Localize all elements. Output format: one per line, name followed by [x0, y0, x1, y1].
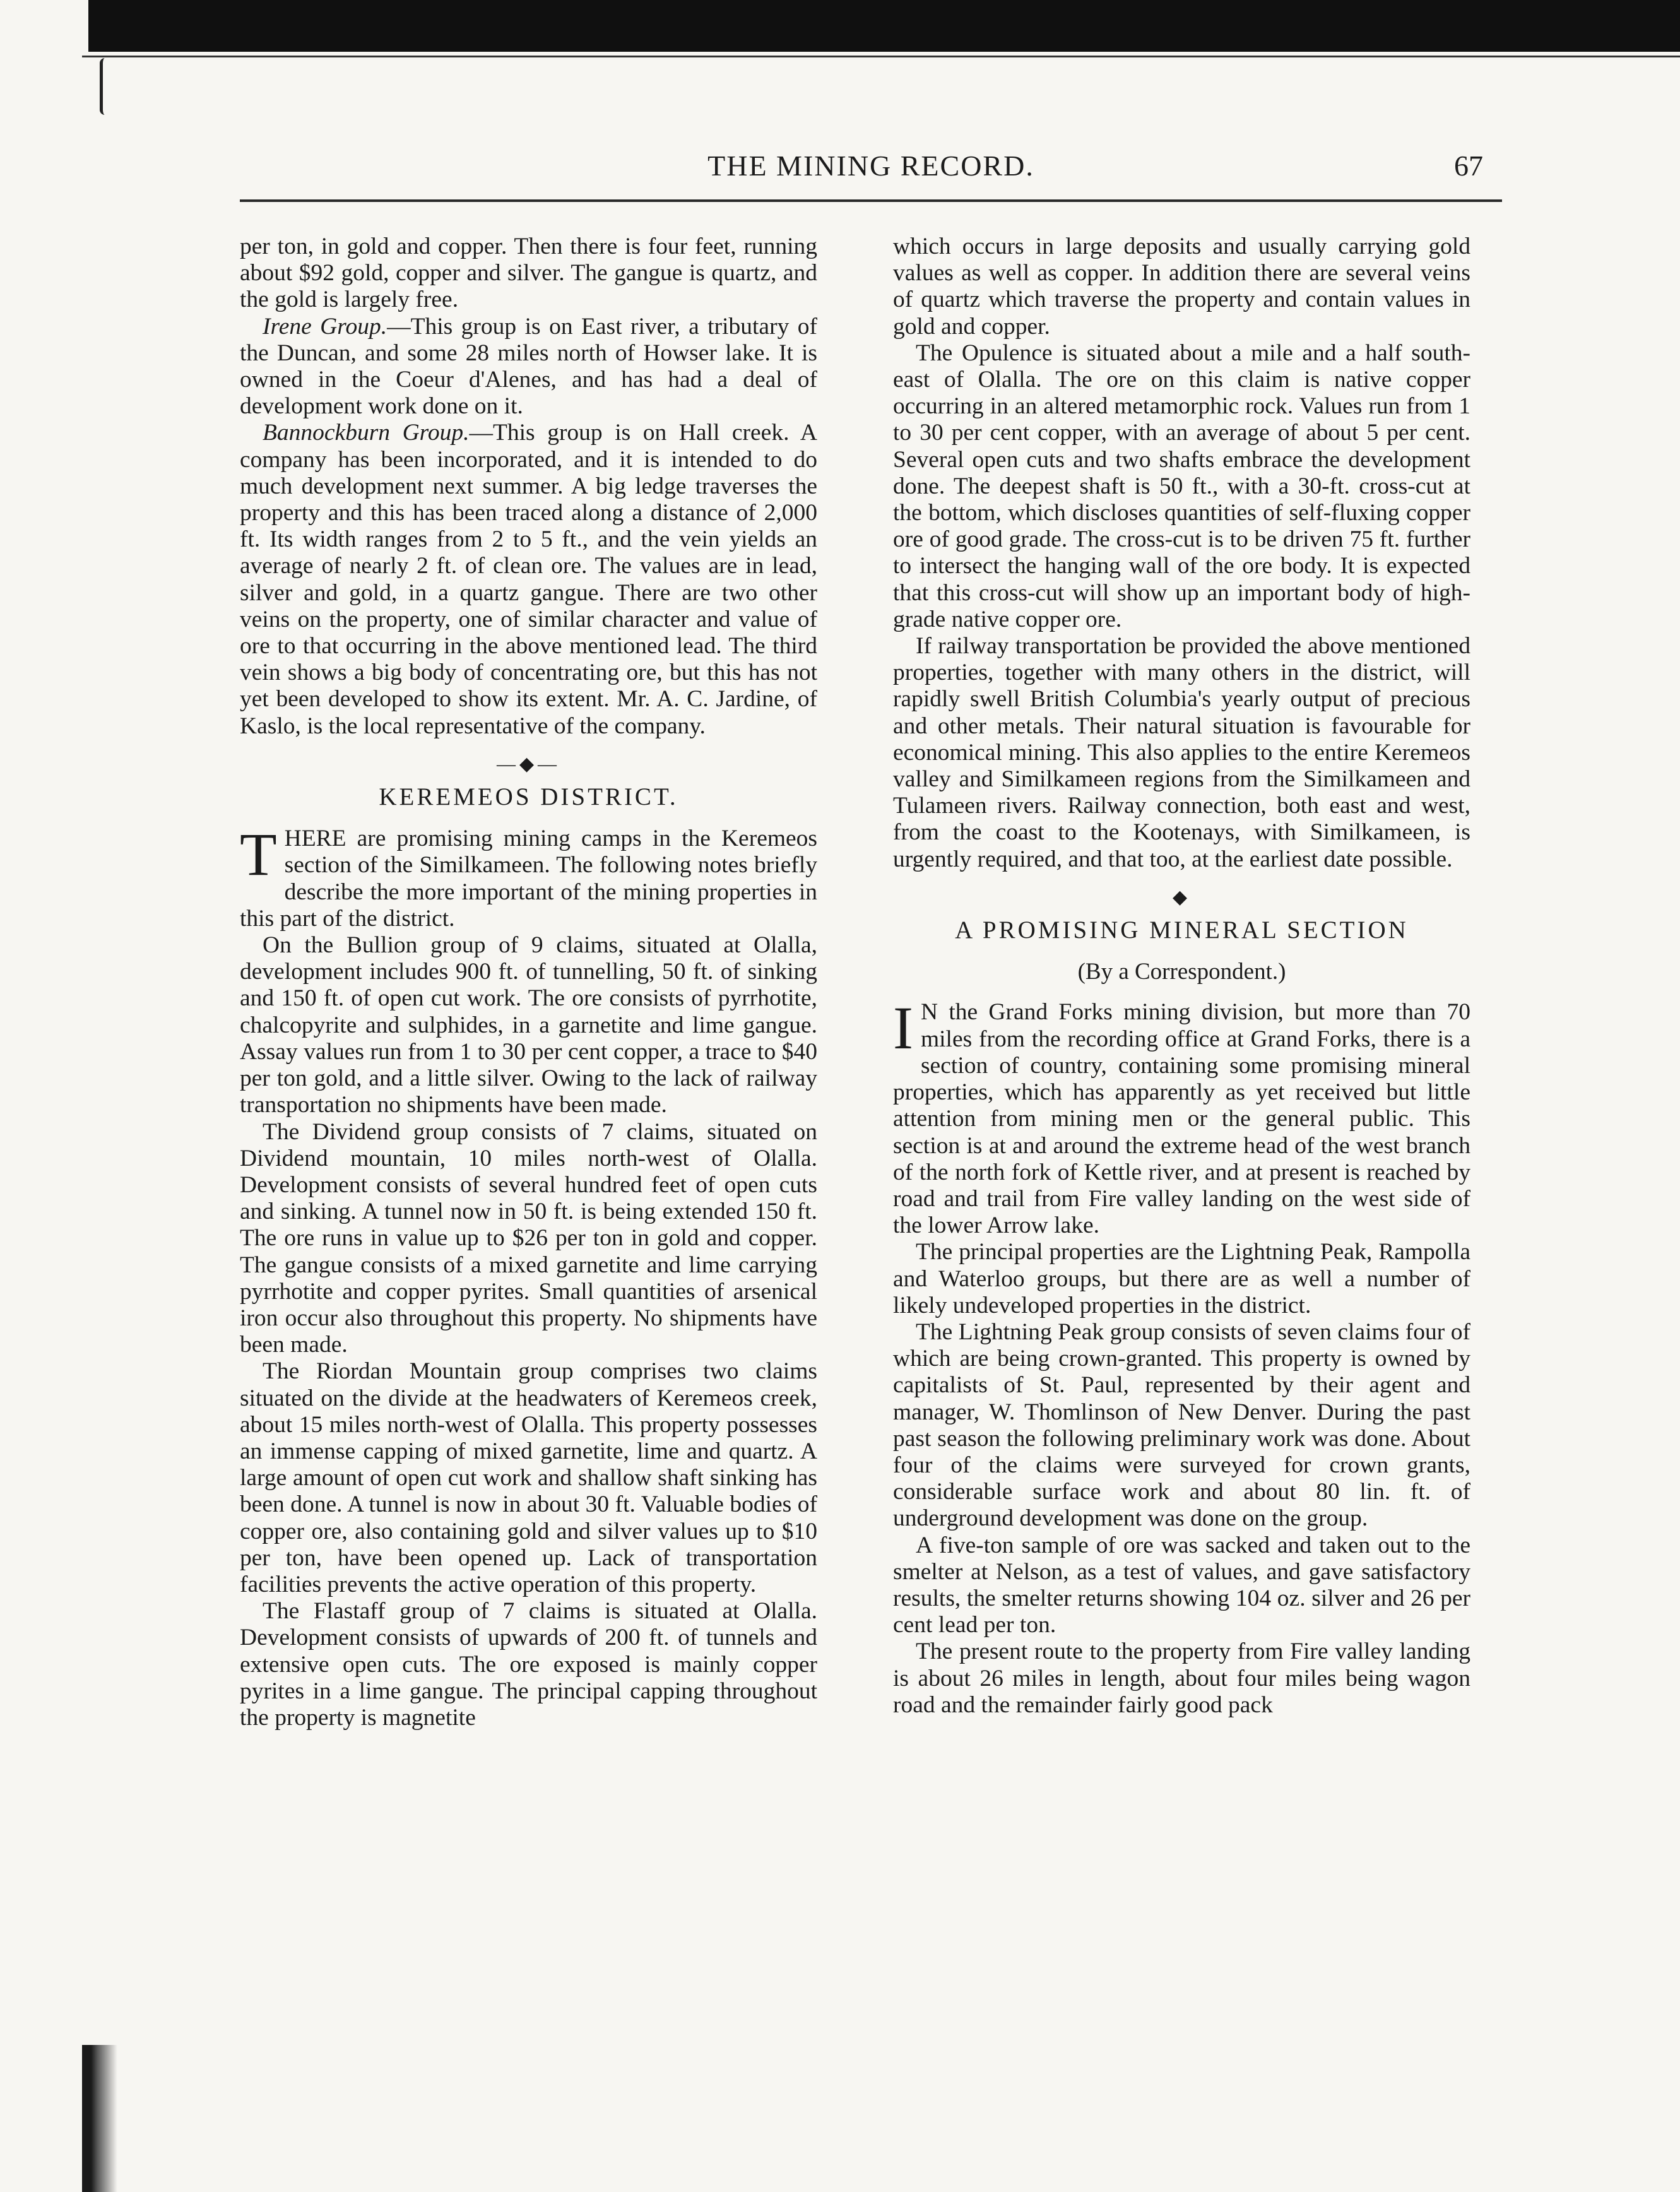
- paragraph-intro: [893, 994, 1470, 1239]
- paragraph: The Riordan Mountain group comprises two claims situated on the divide at the headwaters of Keremeos creek, about 15 miles north-west of Olalla. This property possesses an immense capping of mixed garnetite, lime and quartz. A large amount of open cut work and shallow shaft sinking has been done. A tunnel is now in about 30 ft. Valuable bodies of copper ore, also containing gold and silver values up to $10 per ton, have been opened up. Lack of transportation facilities prevents the active operation of this property.: [240, 1358, 817, 1597]
- margin-bracket: [100, 58, 110, 115]
- paragraph: The Opulence is situated about a mile and a half south-east of Olalla. The ore on this claim is native copper occurring in an altered metamorphic rock. Values run from 1 to 30 per cent copper, with an average of about 5 per cent. Several open cuts and two shafts embrace the development done. The deepest shaft is 50 ft., with a 30-ft. cross-cut at the bottom, which discloses quantities of self-fluxing copper ore of good grade. The cross-cut is to be driven 75 ft. further to intersect the hanging wall of the ore body. It is expected that this cross-cut will show up an important body of high-grade native copper ore.: [893, 340, 1470, 632]
- drop-cap: T: [240, 821, 277, 889]
- paragraph-text: HERE are promising mining camps in the Keremeos section of the Similkameen. The following notes briefly describe the more important of the mining properties in this part of the district.: [240, 826, 817, 932]
- paragraph: which occurs in large deposits and usually carrying gold values as well as copper. In addition there are several veins of quartz which traverse the property and contain values in gold and copper.: [893, 234, 1470, 340]
- scan-rule: [82, 56, 1680, 57]
- header-rule: [240, 199, 1502, 202]
- section-title: KEREMEOS DISTRICT.: [379, 783, 678, 811]
- paragraph: The present route to the property from Fire valley landing is about 26 miles in length, about four miles being wagon road and the remainder fairly good pack: [893, 1638, 1470, 1718]
- paragraph: per ton, in gold and copper. Then there is four feet, running about $92 gold, copper and silver. The gangue is quartz, and the gold is largely free.: [240, 234, 817, 313]
- byline: (By a Correspondent.): [1077, 959, 1286, 985]
- group-name: Bannockburn Group.: [263, 420, 470, 446]
- right-column: [893, 234, 1470, 1719]
- section-divider: ◆: [1172, 886, 1192, 908]
- paragraph-bannockburn: [240, 420, 817, 739]
- group-name: Irene Group.: [263, 313, 387, 340]
- section-title: A PROMISING MINERAL SECTION: [955, 916, 1409, 944]
- paragraph-text: N the Grand Forks mining division, but more than 70 miles from the recording office at Grand Forks, there is a section of country, containing some promising mineral properties, which has apparently as yet received but little attention from mining men or the general public. This section is at and around the extreme head of the west branch of the north fork of Kettle river, and at present is reached by road and trail from Fire valley landing on the west side of the lower Arrow lake.: [893, 999, 1470, 1239]
- page-number: 67: [1454, 150, 1483, 182]
- paragraph: The Dividend group consists of 7 claims, situated on Dividend mountain, 10 miles north-west of Olalla. Development consists of several hundred feet of open cuts and sinking. A tunnel now in 50 ft. is being extended 150 ft. The ore runs in value up to $26 per ton in gold and copper. The gangue consists of a mixed garnetite and lime carrying pyrrhotite and copper pyrites. Small quantities of arsenical iron occur also throughout this property. No shipments have been made.: [240, 1118, 817, 1358]
- paragraph-text: —This group is on East river, a tributary of the Duncan, and some 28 miles north of Howser lake. It is owned in the Coeur d'Alenes, and has had a deal of development work done on it.: [240, 313, 817, 420]
- paragraph: If railway transportation be provided the above mentioned properties, together with many others in the district, will rapidly swell British Columbia's yearly output of precious and other metals. Their natural situation is favourable for economical mining. This also applies to the entire Keremeos valley and Similkameen regions from the Similkameen and Tulameen rivers. Railway connection, both east and west, from the coast to the Kootenays, with Similkameen, is urgently required, and that too, at the earliest date possible.: [893, 633, 1470, 872]
- left-column: [240, 234, 817, 1731]
- paragraph-irene: [240, 314, 817, 420]
- journal-title: THE MINING RECORD.: [707, 150, 1034, 182]
- section-divider: —◆—: [496, 753, 561, 774]
- drop-cap: I: [893, 994, 913, 1062]
- paragraph: On the Bullion group of 9 claims, situated at Olalla, development includes 900 ft. of tunnelling, 50 ft. of sinking and 150 ft. of open cut work. The ore consists of pyrrhotite, chalcopyrite and sulphides, in a garnetite and lime gangue. Assay values run from 1 to 30 per cent copper, a trace to $40 per ton gold, and a little silver. Owing to the lack of railway transportation no shipments have been made.: [240, 932, 817, 1118]
- page-header: [240, 149, 1502, 187]
- paragraph: A five-ton sample of ore was sacked and taken out to the smelter at Nelson, as a test of values, and gave satisfactory results, the smelter returns showing 104 oz. silver and 26 per cent lead per ton.: [893, 1532, 1470, 1638]
- paragraph: The principal properties are the Lightning Peak, Rampolla and Waterloo groups, but there are as well a number of likely undeveloped properties in the district.: [893, 1239, 1470, 1318]
- paragraph-text: —This group is on Hall creek. A company has been incorporated, and it is intended to do much development next summer. A big ledge traverses the property and this has been traced along a distance of 2,000 ft. Its width ranges from 2 to 5 ft., and the vein yields an average of nearly 2 ft. of clean ore. The values are in lead, silver and gold, in a quartz gangue. There are two other veins on the property, one of similar character and value of ore to that occurring in the above mentioned lead. The third vein shows a big body of concentrating ore, but this has not yet been developed to show its extent. Mr. A. C. Jardine, of Kaslo, is the local representative of the company.: [240, 420, 817, 739]
- paragraph-intro: [240, 821, 817, 932]
- paragraph: The Lightning Peak group consists of seven claims four of which are being crown-granted. This property is owned by capitalists of St. Paul, represented by their agent and manager, W. Thomlinson of New Denver. During the past past season the following preliminary work was done. About four of the claims were surveyed for crown grants, considerable surface work and about 80 lin. ft. of underground development was done on the group.: [893, 1318, 1470, 1532]
- scan-top-bar: [88, 0, 1680, 52]
- paragraph: The Flastaff group of 7 claims is situated at Olalla. Development consists of upwards of 200 ft. of tunnels and extensive open cuts. The ore exposed is mainly copper pyrites in a lime gangue. The principal capping throughout the property is magnetite: [240, 1598, 817, 1731]
- scan-edge-artifact: [82, 2045, 133, 2192]
